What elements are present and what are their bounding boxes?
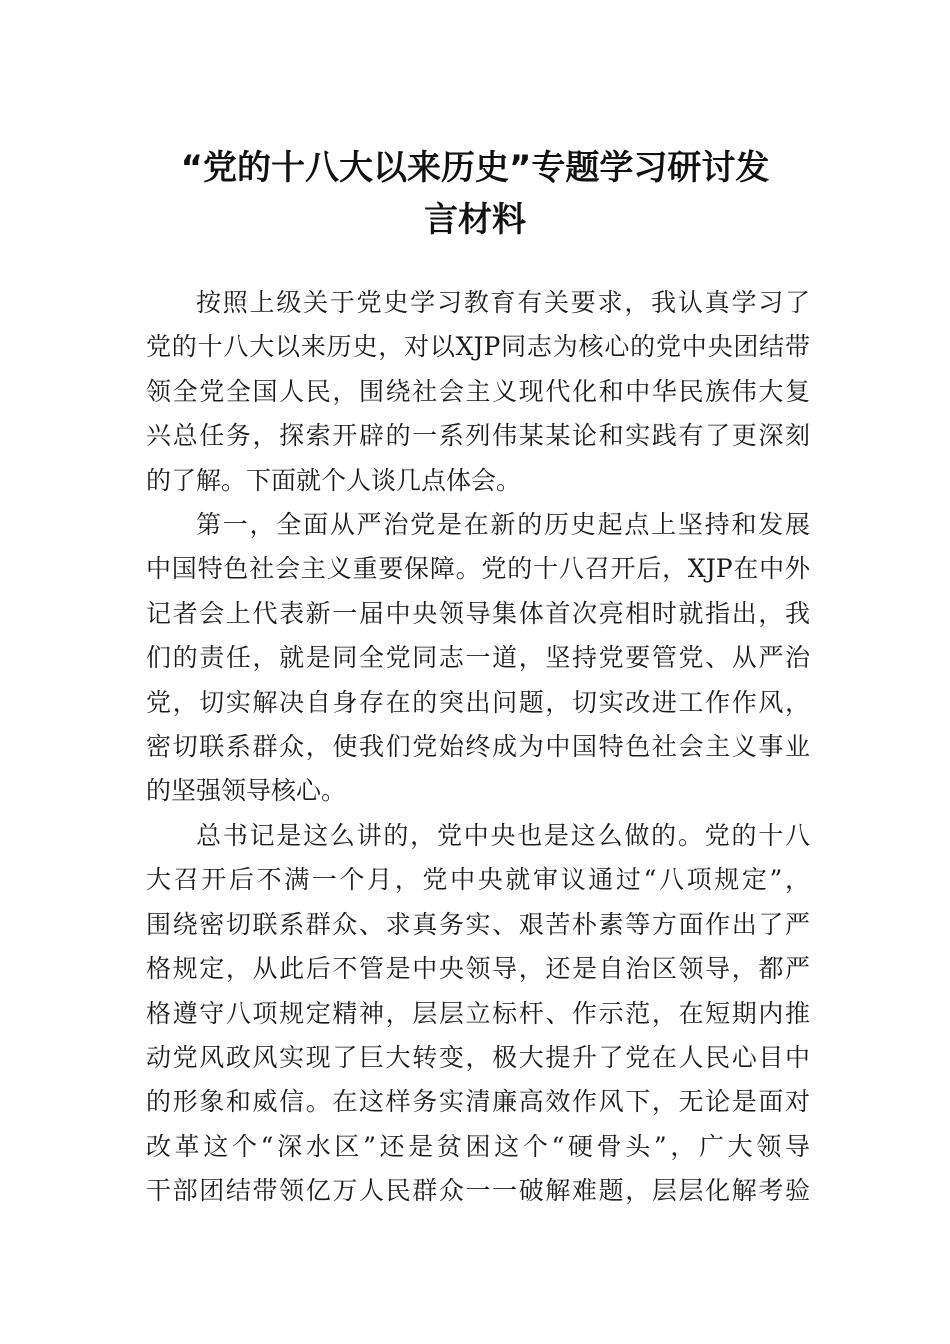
text-line: 的形象和威信。在这样务实清廉高效作风下，无论是面对 — [146, 1087, 810, 1117]
text-line: 记者会上代表新一届中央领导集体首次亮相时就指出，我 — [146, 598, 810, 628]
text-line: 兴总任务，探索开辟的一系列伟某某论和实践有了更深刻 — [146, 421, 810, 451]
title-line: “党的十八大以来历史”专题学习研讨发 — [180, 148, 770, 188]
text-line: 格遵守八项规定精神，层层立标杆、作示范，在短期内推 — [146, 998, 810, 1028]
text-line: 大召开后不满一个月，党中央就审议通过“八项规定”， — [146, 865, 810, 895]
text-line: 党，切实解决自身存在的突出问题，切实改进工作作风， — [146, 687, 810, 717]
text-line: 们的责任，就是同全党同志一道，坚持党要管党、从严治 — [146, 643, 810, 673]
text-line: 干部团结带领亿万人民群众一一破解难题，层层化解考验 — [146, 1176, 810, 1206]
text-line: 的坚强领导核心。 — [146, 776, 347, 806]
text-line: 党的十八大以来历史，对以XJP同志为核心的党中央团结带 — [146, 332, 810, 362]
text-line: 按照上级关于党史学习教育有关要求，我认真学习了 — [196, 288, 810, 317]
text-line: 格规定，从此后不管是中央领导，还是自治区领导，都严 — [146, 954, 810, 984]
text-line: 的了解。下面就个人谈几点体会。 — [146, 465, 522, 495]
title-line: 言材料 — [424, 200, 526, 240]
text-line: 改革这个“深水区”还是贫困这个“硬骨头”，广大领导 — [146, 1131, 810, 1161]
paragraph-2 — [146, 503, 810, 814]
document-title — [110, 142, 840, 246]
text-line: 动党风政风实现了巨大转变，极大提升了党在人民心目中 — [146, 1042, 810, 1072]
text-line: 中国特色社会主义重要保障。党的十八召开后，XJP在中外 — [146, 554, 810, 584]
text-line: 总书记是这么讲的，党中央也是这么做的。党的十八 — [196, 820, 810, 850]
paragraph-3 — [146, 814, 810, 1214]
text-line: 密切联系群众，使我们党始终成为中国特色社会主义事业 — [146, 732, 810, 762]
text-line: 第一，全面从严治党是在新的历史起点上坚持和发展 — [196, 510, 810, 540]
document-body — [146, 281, 810, 1214]
text-line: 领全党全国人民，围绕社会主义现代化和中华民族伟大复 — [146, 376, 810, 406]
paragraph-1 — [146, 281, 810, 503]
text-line: 围绕密切联系群众、求真务实、艰苦朴素等方面作出了严 — [146, 909, 810, 939]
